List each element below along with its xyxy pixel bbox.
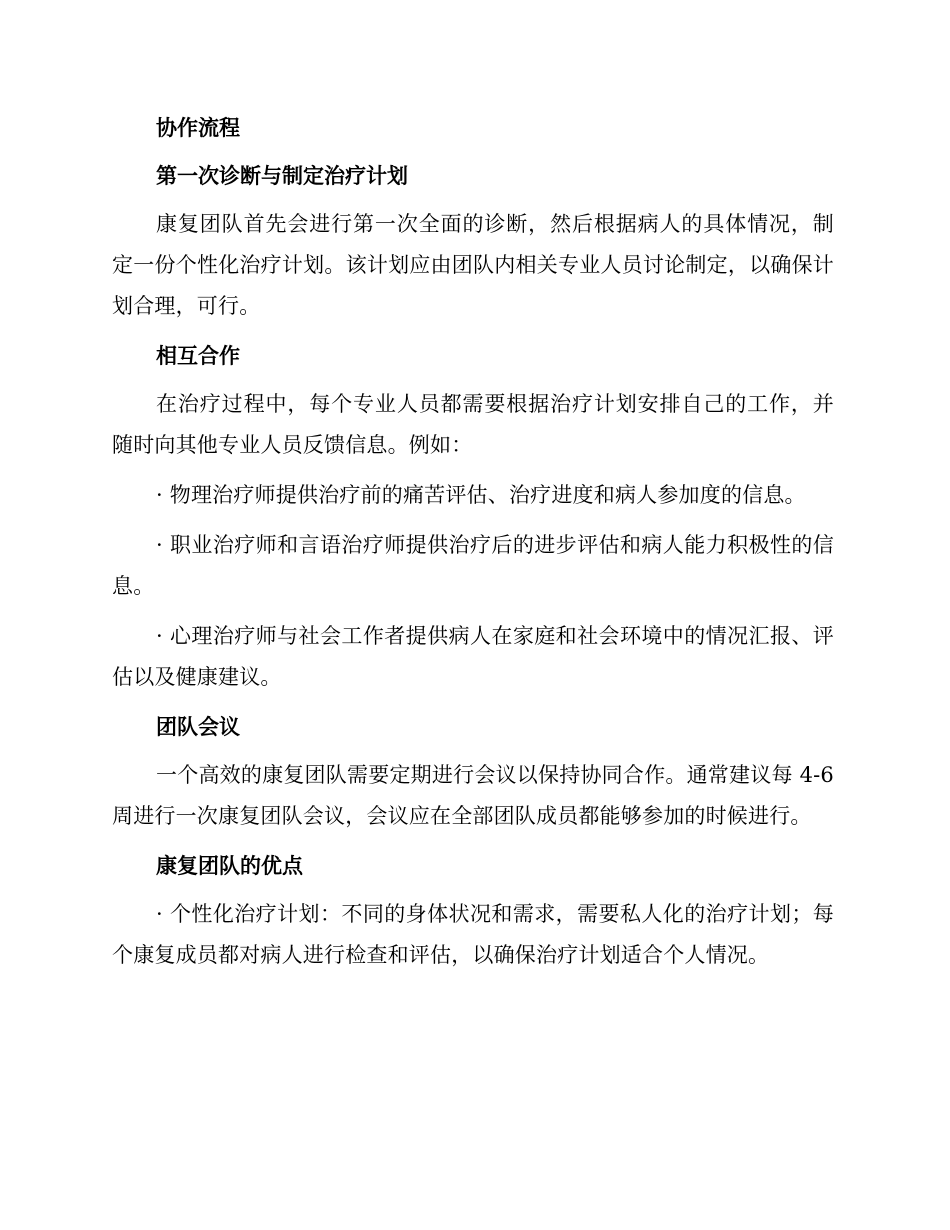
paragraph-cooperation: 在治疗过程中，每个专业人员都需要根据治疗计划安排自己的工作，并随时向其他专业人员反馈信息。例如：	[112, 392, 834, 457]
paragraph-team-meeting: 一个高效的康复团队需要定期进行会议以保持协同合作。通常建议每 4-6 周进行一次康复团队会议，会议应在全部团队成员都能够参加的时候进行。	[112, 763, 834, 828]
heading-first-diagnosis: 第一次诊断与制定治疗计划	[156, 164, 408, 188]
bullet-occupational-therapist: · 职业治疗师和言语治疗师提供治疗后的进步评估和病人能力积极性的信息。	[112, 533, 834, 598]
heading-team-meeting: 团队会议	[156, 715, 240, 739]
document-page	[112, 108, 834, 976]
heading-mutual-cooperation: 相互合作	[156, 344, 240, 368]
bullet-physical-therapist: · 物理治疗师提供治疗前的痛苦评估、治疗进度和病人参加度的信息。	[156, 483, 806, 507]
heading-collaboration-process: 协作流程	[156, 116, 240, 140]
bullet-personalized-plan: · 个性化治疗计划：不同的身体状况和需求，需要私人化的治疗计划；每个康复成员都对病人进行检查和评估，以确保治疗计划适合个人情况。	[112, 902, 834, 967]
bullet-psychotherapist: · 心理治疗师与社会工作者提供病人在家庭和社会环境中的情况汇报、评估以及健康建议。	[112, 624, 834, 689]
heading-team-advantages: 康复团队的优点	[156, 854, 303, 878]
paragraph-diagnosis: 康复团队首先会进行第一次全面的诊断，然后根据病人的具体情况，制定一份个性化治疗计划。该计划应由团队内相关专业人员讨论制定，以确保计划合理，可行。	[112, 212, 834, 318]
